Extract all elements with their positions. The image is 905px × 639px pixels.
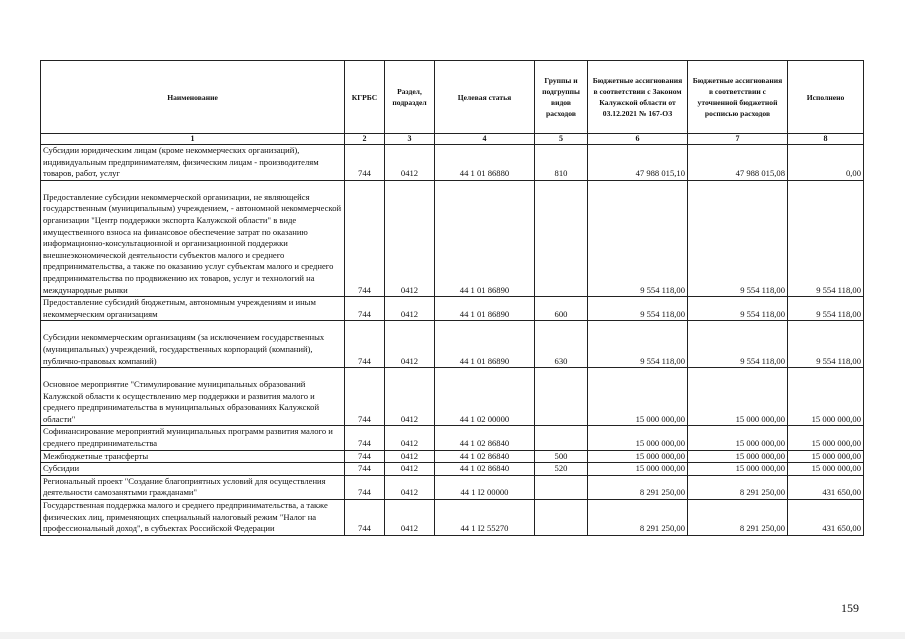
- budget-execution-table: [40, 60, 864, 536]
- row-target-article: 44 1 01 86890: [435, 297, 535, 321]
- row-section: 0412: [385, 500, 435, 536]
- row-executed: 9 554 118,00: [788, 180, 864, 296]
- row-executed: 15 000 000,00: [788, 426, 864, 450]
- row-kgrbs: 744: [345, 463, 385, 476]
- row-kgrbs: 744: [345, 475, 385, 499]
- row-expense-type: 520: [535, 463, 588, 476]
- header-target-article: Целевая статья: [435, 61, 535, 134]
- column-number: 2: [345, 134, 385, 145]
- column-number: 1: [41, 134, 345, 145]
- page-number: 159: [841, 601, 859, 615]
- column-number: 7: [688, 134, 788, 145]
- row-expense-type: [535, 500, 588, 536]
- row-law-allocation: 9 554 118,00: [588, 297, 688, 321]
- row-executed: 15 000 000,00: [788, 450, 864, 463]
- row-target-article: 44 1 I2 00000: [435, 475, 535, 499]
- row-target-article: 44 1 01 86890: [435, 180, 535, 296]
- row-kgrbs: 744: [345, 180, 385, 296]
- row-name: Региональный проект "Создание благоприятных условий для осуществления деятельности самозанятыми гражданами": [41, 475, 345, 499]
- row-expense-type: [535, 426, 588, 450]
- row-name: Субсидии некоммерческим организациям (за исключением государственных (муниципальных) учреждений, государственных корпораций (компаний), публично-правовых компаний): [41, 321, 345, 368]
- row-executed: 431 650,00: [788, 475, 864, 499]
- row-executed: 431 650,00: [788, 500, 864, 536]
- row-expense-type: 600: [535, 297, 588, 321]
- row-law-allocation: 15 000 000,00: [588, 463, 688, 476]
- row-expense-type: [535, 180, 588, 296]
- row-name: Софинансирование мероприятий муниципальных программ развития малого и среднего предпринимательства: [41, 426, 345, 450]
- row-revised-allocation: 15 000 000,00: [688, 463, 788, 476]
- scan-bottom-edge: [0, 632, 905, 639]
- row-executed: 15 000 000,00: [788, 463, 864, 476]
- table-row: [41, 180, 864, 296]
- row-section: 0412: [385, 297, 435, 321]
- row-revised-allocation: 15 000 000,00: [688, 450, 788, 463]
- header-law-allocation: Бюджетные ассигнования в соответствии с Законом Калужской области от 03.12.2021 № 167-ОЗ: [588, 61, 688, 134]
- row-revised-allocation: 15 000 000,00: [688, 368, 788, 426]
- row-executed: 15 000 000,00: [788, 368, 864, 426]
- table-row: [41, 368, 864, 426]
- row-expense-type: [535, 368, 588, 426]
- row-kgrbs: 744: [345, 426, 385, 450]
- table-row: [41, 426, 864, 450]
- row-kgrbs: 744: [345, 297, 385, 321]
- row-law-allocation: 9 554 118,00: [588, 180, 688, 296]
- row-section: 0412: [385, 426, 435, 450]
- row-name: Государственная поддержка малого и среднего предпринимательства, а также физических лиц, применяющих специальный налоговый режим "Налог на профессиональный доход", в субъектах Российской Федерации: [41, 500, 345, 536]
- row-name: Предоставление субсидий бюджетным, автономным учреждениям и иным некоммерческим организациям: [41, 297, 345, 321]
- row-kgrbs: 744: [345, 368, 385, 426]
- row-executed: 9 554 118,00: [788, 297, 864, 321]
- row-law-allocation: 15 000 000,00: [588, 450, 688, 463]
- row-name: Межбюджетные трансферты: [41, 450, 345, 463]
- table-row: [41, 321, 864, 368]
- table-row: [41, 297, 864, 321]
- table-row: [41, 500, 864, 536]
- row-target-article: 44 1 01 86880: [435, 145, 535, 181]
- row-executed: 9 554 118,00: [788, 321, 864, 368]
- row-revised-allocation: 9 554 118,00: [688, 297, 788, 321]
- table-row: [41, 145, 864, 181]
- row-name: Основное мероприятие "Стимулирование муниципальных образований Калужской области к осуществлению мер поддержки и развития малого и среднего предпринимательства в муниципальных образованиях Калужской области": [41, 368, 345, 426]
- row-expense-type: 810: [535, 145, 588, 181]
- row-target-article: 44 1 02 86840: [435, 426, 535, 450]
- row-expense-type: 500: [535, 450, 588, 463]
- row-executed: 0,00: [788, 145, 864, 181]
- header-section: Раздел, подраздел: [385, 61, 435, 134]
- column-number-row: [41, 134, 864, 145]
- header-executed: Исполнено: [788, 61, 864, 134]
- row-law-allocation: 15 000 000,00: [588, 368, 688, 426]
- row-law-allocation: 15 000 000,00: [588, 426, 688, 450]
- row-section: 0412: [385, 450, 435, 463]
- header-revised-allocation: Бюджетные ассигнования в соответствии с уточненной бюджетной росписью расходов: [688, 61, 788, 134]
- row-section: 0412: [385, 180, 435, 296]
- row-target-article: 44 1 02 86840: [435, 450, 535, 463]
- row-kgrbs: 744: [345, 321, 385, 368]
- row-revised-allocation: 15 000 000,00: [688, 426, 788, 450]
- row-law-allocation: 9 554 118,00: [588, 321, 688, 368]
- row-revised-allocation: 9 554 118,00: [688, 180, 788, 296]
- column-number: 5: [535, 134, 588, 145]
- row-name: Субсидии: [41, 463, 345, 476]
- row-kgrbs: 744: [345, 500, 385, 536]
- row-revised-allocation: 8 291 250,00: [688, 475, 788, 499]
- table-row: [41, 450, 864, 463]
- row-target-article: 44 1 I2 55270: [435, 500, 535, 536]
- row-expense-type: [535, 475, 588, 499]
- row-target-article: 44 1 01 86890: [435, 321, 535, 368]
- row-kgrbs: 744: [345, 450, 385, 463]
- table-row: [41, 463, 864, 476]
- header-name: Наименование: [41, 61, 345, 134]
- row-section: 0412: [385, 145, 435, 181]
- row-name: Предоставление субсидии некоммерческой организации, не являющейся государственным (муниципальным) учреждением, - автономной некоммерческой организации "Центр поддержки экспорта Калужской области" в виде имущественного взноса на финансовое обеспечение затрат по оказанию информационно-консультационной и организационной поддержки внешнеэкономической деятельности субъектов малого и среднего предпринимательства, а также по оказанию услуг субъектам малого и среднего предпринимательства по продвижению их товаров, услуг и технологий на международные рынки: [41, 180, 345, 296]
- row-law-allocation: 8 291 250,00: [588, 475, 688, 499]
- row-revised-allocation: 8 291 250,00: [688, 500, 788, 536]
- column-number: 6: [588, 134, 688, 145]
- row-target-article: 44 1 02 86840: [435, 463, 535, 476]
- header-row: [41, 61, 864, 134]
- row-section: 0412: [385, 368, 435, 426]
- row-law-allocation: 47 988 015,10: [588, 145, 688, 181]
- column-number: 4: [435, 134, 535, 145]
- table-row: [41, 475, 864, 499]
- row-section: 0412: [385, 463, 435, 476]
- row-section: 0412: [385, 321, 435, 368]
- row-kgrbs: 744: [345, 145, 385, 181]
- column-number: 3: [385, 134, 435, 145]
- row-law-allocation: 8 291 250,00: [588, 500, 688, 536]
- row-expense-type: 630: [535, 321, 588, 368]
- row-target-article: 44 1 02 00000: [435, 368, 535, 426]
- column-number: 8: [788, 134, 864, 145]
- row-revised-allocation: 9 554 118,00: [688, 321, 788, 368]
- header-expense-type: Группы и подгруппы видов расходов: [535, 61, 588, 134]
- row-section: 0412: [385, 475, 435, 499]
- row-name: Субсидии юридическим лицам (кроме некоммерческих организаций), индивидуальным предпринимателям, физическим лицам - производителям товаров, работ, услуг: [41, 145, 345, 181]
- row-revised-allocation: 47 988 015,08: [688, 145, 788, 181]
- header-kgrbs: КГРБС: [345, 61, 385, 134]
